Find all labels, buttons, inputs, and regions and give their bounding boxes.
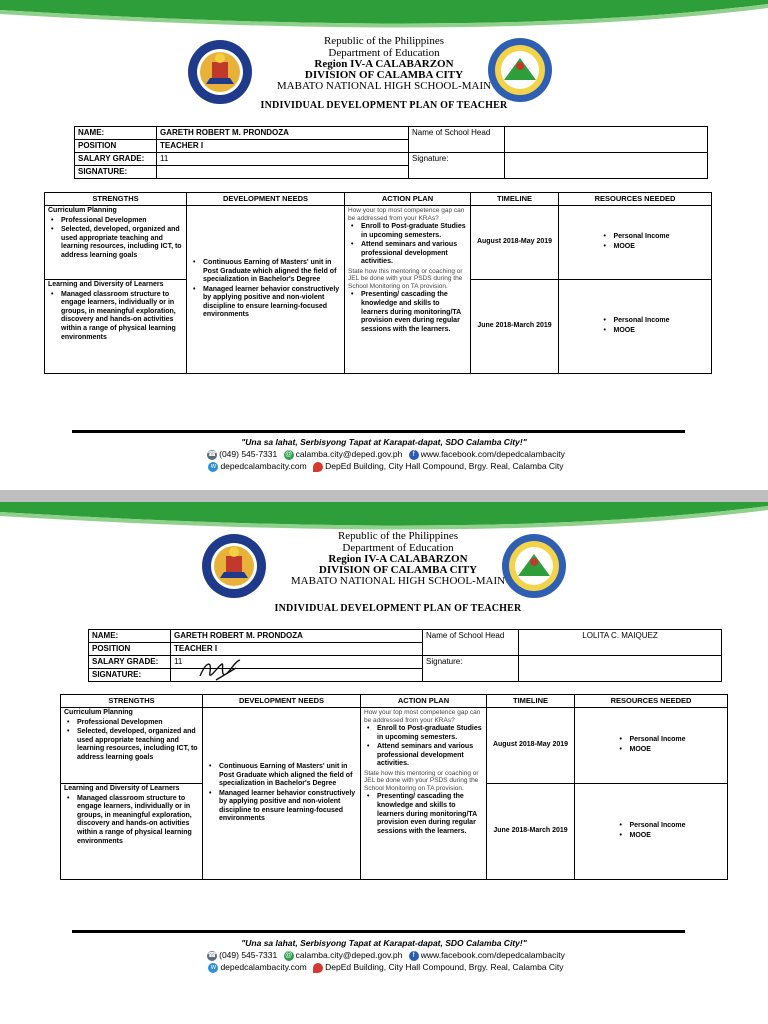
salary-value: 11 xyxy=(157,153,409,166)
col-timeline: TIMELINE xyxy=(487,695,575,708)
resources-cell-2 xyxy=(575,784,728,880)
col-resources: RESOURCES NEEDED xyxy=(559,193,712,206)
phone-icon: ☎ xyxy=(207,951,217,959)
footer-email[interactable]: calamba.city@deped.gov.ph xyxy=(295,950,403,960)
strength1-item: • Professional Developmen xyxy=(64,719,199,728)
action-cell xyxy=(361,708,487,880)
strength-cell-2 xyxy=(61,784,203,880)
footer-address: DepEd Building, City Hall Compound, Brgy. Real, Calamba City xyxy=(325,461,564,471)
footer-website[interactable]: depedcalambacity.com xyxy=(220,962,307,972)
need-item: • Continuous Earning of Masters' unit in Post Graduate which aligned the field of specialization in Bachelor's Degree xyxy=(190,259,341,285)
web-icon: w xyxy=(208,462,218,472)
position-label: POSITION xyxy=(75,140,157,153)
resource-item: • Personal Income xyxy=(600,317,669,326)
need-item: • Continuous Earning of Masters' unit in Post Graduate which aligned the field of specialization in Bachelor's Degree xyxy=(206,763,357,789)
col-action-plan: ACTION PLAN xyxy=(361,695,487,708)
resource-item: • MOOE xyxy=(616,746,685,755)
needs-cell xyxy=(203,708,361,880)
page-separator xyxy=(0,490,768,502)
name-value: GARETH ROBERT M. PRONDOZA xyxy=(171,630,423,643)
col-timeline: TIMELINE xyxy=(471,193,559,206)
action-item: • Attend seminars and various professional development activities. xyxy=(364,743,483,769)
footer-rule xyxy=(72,930,685,933)
timeline-cell-1: August 2018-May 2019 xyxy=(471,206,559,280)
head-signature-label: Signature: xyxy=(423,656,519,682)
resource-item: • Personal Income xyxy=(616,822,685,831)
signature-label: SIGNATURE: xyxy=(89,669,171,682)
name-label: NAME: xyxy=(75,127,157,140)
location-pin-icon xyxy=(313,963,323,973)
strength2-title: Learning and Diversity of Learners xyxy=(48,281,164,288)
name-label: NAME: xyxy=(89,630,171,643)
timeline-cell-2: June 2018-March 2019 xyxy=(471,280,559,374)
position-value: TEACHER I xyxy=(171,643,423,656)
footer-address: DepEd Building, City Hall Compound, Brgy. Real, Calamba City xyxy=(325,962,564,972)
school-head-value: LOLITA C. MAIQUEZ xyxy=(519,630,722,656)
region-line: Region IV-A CALABARZON xyxy=(328,553,468,565)
needs-cell xyxy=(187,206,345,374)
department-line: Department of Education xyxy=(342,542,454,554)
facebook-icon: f xyxy=(409,450,419,460)
action-question-2: State how this mentoring or coaching or JEL be done with your PSDS during the School Monitoring on TA provision. xyxy=(364,769,479,792)
teacher-info-table xyxy=(88,629,722,682)
need-item: • Managed learner behavior constructively by applying positive and non-violent discipline to ensure learning-focused environments xyxy=(190,286,341,320)
action-item: • Attend seminars and various professional development activities. xyxy=(348,241,467,267)
resources-cell-2 xyxy=(559,280,712,374)
salary-label: SALARY GRADE: xyxy=(89,656,171,669)
footer-contact-line-1 xyxy=(0,449,768,460)
resources-cell-1 xyxy=(575,708,728,784)
action-question-2: State how this mentoring or coaching or JEL be done with your PSDS during the School Monitoring on TA provision. xyxy=(348,267,463,290)
strength2-title: Learning and Diversity of Learners xyxy=(64,785,180,792)
col-strengths: STRENGTHS xyxy=(61,695,203,708)
footer-phone: (049) 545-7331 xyxy=(219,950,278,960)
col-resources: RESOURCES NEEDED xyxy=(575,695,728,708)
col-strengths: STRENGTHS xyxy=(45,193,187,206)
strength1-title: Curriculum Planning xyxy=(48,207,117,214)
footer-phone: (049) 545-7331 xyxy=(219,449,278,459)
school-line: MABATO NATIONAL HIGH SCHOOL-MAIN xyxy=(290,575,506,587)
document-page-1 xyxy=(0,0,768,490)
republic-line: Republic of the Philippines xyxy=(337,530,459,542)
signature-value xyxy=(157,166,409,179)
school-head-label: Name of School Head xyxy=(423,630,519,656)
division-line: DIVISION OF CALAMBA CITY xyxy=(318,564,478,576)
resource-item: • Personal Income xyxy=(600,233,669,242)
col-development-needs: DEVELOPMENT NEEDS xyxy=(203,695,361,708)
timeline-cell-1: August 2018-May 2019 xyxy=(487,708,575,784)
strength2-item: • Managed classroom structure to engage learners, individually or in groups, in meaningful exploration, discovery and hands-on activities within a range of physical learning environments xyxy=(64,795,199,847)
header-swoosh xyxy=(0,0,768,30)
resources-cell-1 xyxy=(559,206,712,280)
resource-item: • Personal Income xyxy=(616,736,685,745)
action-item: • Presenting/ cascading the knowledge and skills to learners during monitoring/TA provision even during regular sessions with the learners. xyxy=(364,793,483,836)
strength1-title: Curriculum Planning xyxy=(64,709,133,716)
handwritten-signature xyxy=(196,654,244,688)
strength-cell-1 xyxy=(61,708,203,784)
strength-cell-1 xyxy=(45,206,187,280)
action-item: • Enroll to Post-graduate Studies in upcoming semesters. xyxy=(364,725,483,742)
footer-website[interactable]: depedcalambacity.com xyxy=(220,461,307,471)
department-line: Department of Education xyxy=(328,47,440,59)
col-development-needs: DEVELOPMENT NEEDS xyxy=(187,193,345,206)
footer-rule xyxy=(72,430,685,433)
strength2-item: • Managed classroom structure to engage learners, individually or in groups, in meaningful exploration, discovery and hands-on activities within a range of physical learning environments xyxy=(48,291,183,343)
footer-tagline: "Una sa lahat, Serbisyong Tapat at Karapat-dapat, SDO Calamba City!" xyxy=(241,938,527,948)
development-plan-table xyxy=(44,192,712,374)
action-item: • Enroll to Post-graduate Studies in upcoming semesters. xyxy=(348,223,467,240)
document-page-2 xyxy=(0,502,768,992)
footer-contact-line-1 xyxy=(0,950,768,961)
resource-item: • MOOE xyxy=(600,243,669,252)
facebook-icon: f xyxy=(409,951,419,961)
footer-contact-line-2 xyxy=(0,962,768,973)
signature-label: SIGNATURE: xyxy=(75,166,157,179)
head-signature-value xyxy=(505,153,708,179)
development-plan-table xyxy=(60,694,728,880)
division-line: DIVISION OF CALAMBA CITY xyxy=(304,69,464,81)
need-item: • Managed learner behavior constructively by applying positive and non-violent discipline to ensure learning-focused environments xyxy=(206,790,357,824)
action-item: • Presenting/ cascading the knowledge and skills to learners during monitoring/TA provision even during regular sessions with the learners. xyxy=(348,291,467,334)
position-value: TEACHER I xyxy=(157,140,409,153)
action-cell xyxy=(345,206,471,374)
web-icon: w xyxy=(208,963,218,973)
action-question-1: How your top most competence gap can be addressed from your KRAs? xyxy=(348,207,465,222)
head-signature-value xyxy=(519,656,722,682)
resource-item: • MOOE xyxy=(600,327,669,336)
salary-value: 11 xyxy=(171,656,423,669)
strength1-item: • Selected, developed, organized and used appropriate teaching and learning resources, including ICT, to address learning goals xyxy=(48,226,183,260)
footer-contact-line-2 xyxy=(0,461,768,472)
location-pin-icon xyxy=(313,462,323,472)
position-label: POSITION xyxy=(89,643,171,656)
school-head-label: Name of School Head xyxy=(409,127,505,153)
republic-line: Republic of the Philippines xyxy=(323,35,445,47)
strength1-item: • Professional Developmen xyxy=(48,217,183,226)
phone-icon: ☎ xyxy=(207,450,217,458)
school-head-value xyxy=(505,127,708,153)
email-icon: @ xyxy=(285,951,293,959)
region-line: Region IV-A CALABARZON xyxy=(314,58,454,70)
footer-email[interactable]: calamba.city@deped.gov.ph xyxy=(295,449,403,459)
header-swoosh xyxy=(0,502,768,532)
school-line: MABATO NATIONAL HIGH SCHOOL-MAIN xyxy=(276,80,492,92)
col-action-plan: ACTION PLAN xyxy=(345,193,471,206)
head-signature-label: Signature: xyxy=(409,153,505,179)
strength1-item: • Selected, developed, organized and used appropriate teaching and learning resources, including ICT, to address learning goals xyxy=(64,728,199,762)
teacher-info-table xyxy=(74,126,708,179)
footer-facebook[interactable]: www.facebook.com/depedcalambacity xyxy=(420,449,565,459)
footer-tagline: "Una sa lahat, Serbisyong Tapat at Karapat-dapat, SDO Calamba City!" xyxy=(241,437,527,447)
name-value: GARETH ROBERT M. PRONDOZA xyxy=(157,127,409,140)
document-title: INDIVIDUAL DEVELOPMENT PLAN OF TEACHER xyxy=(274,603,522,614)
action-question-1: How your top most competence gap can be addressed from your KRAs? xyxy=(364,709,481,724)
salary-label: SALARY GRADE: xyxy=(75,153,157,166)
resource-item: • MOOE xyxy=(616,832,685,841)
footer-facebook[interactable]: www.facebook.com/depedcalambacity xyxy=(420,950,565,960)
strength-cell-2 xyxy=(45,280,187,374)
document-title: INDIVIDUAL DEVELOPMENT PLAN OF TEACHER xyxy=(260,100,508,111)
email-icon: @ xyxy=(285,450,293,458)
timeline-cell-2: June 2018-March 2019 xyxy=(487,784,575,880)
